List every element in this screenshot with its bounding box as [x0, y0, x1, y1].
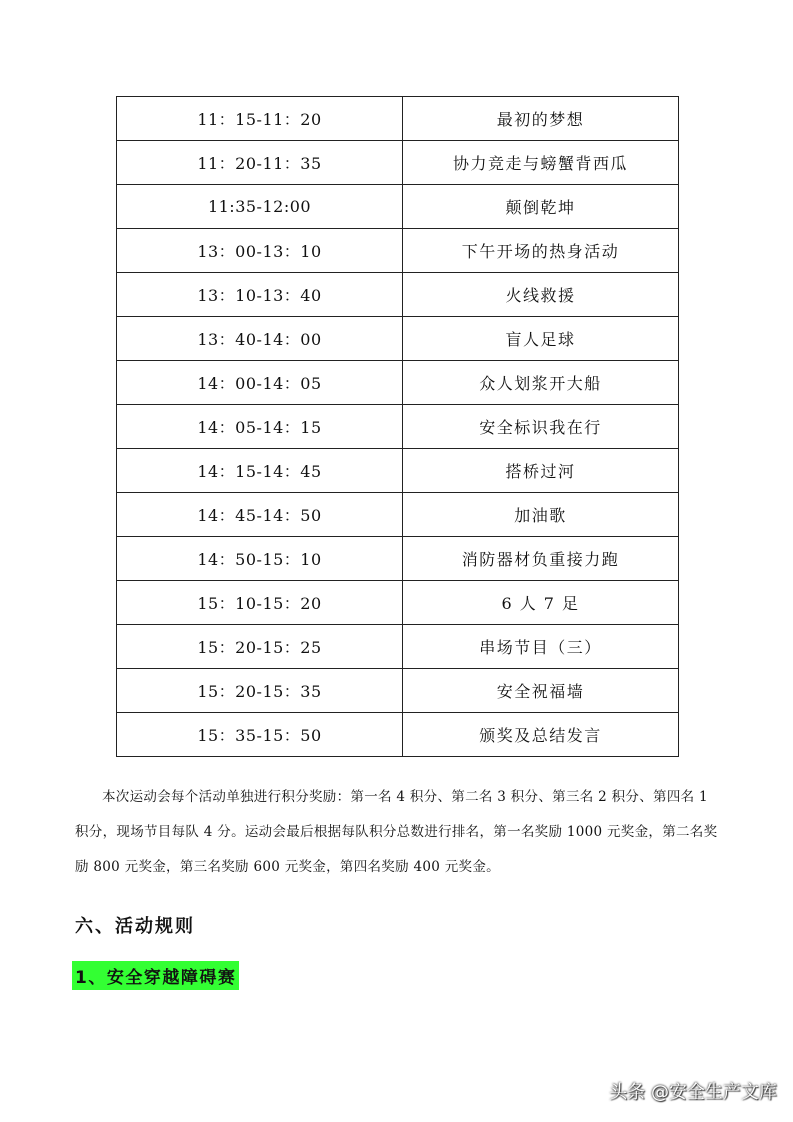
time-cell: 15：20-15：25: [117, 625, 403, 669]
time-cell: 11:35-12:00: [117, 185, 403, 229]
time-cell: 14：45-14：50: [117, 493, 403, 537]
table-row: [117, 317, 679, 361]
time-cell: 11：15-11：20: [117, 97, 403, 141]
table-row: [117, 361, 679, 405]
time-cell: 13：10-13：40: [117, 273, 403, 317]
schedule-table: [116, 96, 679, 757]
activity-cell: 火线救援: [403, 273, 679, 317]
reward-paragraph: [75, 780, 725, 885]
activity-cell: 下午开场的热身活动: [403, 229, 679, 273]
table-row: [117, 669, 679, 713]
time-cell: 14：00-14：05: [117, 361, 403, 405]
activity-cell: 安全祝福墙: [403, 669, 679, 713]
schedule-table-body: [117, 97, 679, 757]
table-row: [117, 537, 679, 581]
time-cell: 14：50-15：10: [117, 537, 403, 581]
watermark: 头条 @安全生产文库: [609, 1082, 777, 1103]
table-row: [117, 273, 679, 317]
table-row: [117, 141, 679, 185]
activity-cell: 加油歌: [403, 493, 679, 537]
activity-cell: 安全标识我在行: [403, 405, 679, 449]
table-row: [117, 185, 679, 229]
activity-cell: 众人划浆开大船: [403, 361, 679, 405]
sub-heading-highlighted: 1、安全穿越障碍赛: [72, 961, 239, 990]
activity-cell: 颠倒乾坤: [403, 185, 679, 229]
table-row: [117, 713, 679, 757]
table-row: [117, 405, 679, 449]
activity-cell: 串场节目（三）: [403, 625, 679, 669]
table-row: [117, 229, 679, 273]
activity-cell: 盲人足球: [403, 317, 679, 361]
time-cell: 13：40-14：00: [117, 317, 403, 361]
activity-cell: 消防器材负重接力跑: [403, 537, 679, 581]
activity-cell: 6 人 7 足: [403, 581, 679, 625]
table-row: [117, 449, 679, 493]
time-cell: 11：20-11：35: [117, 141, 403, 185]
table-row: [117, 625, 679, 669]
table-row: [117, 97, 679, 141]
time-cell: 15：35-15：50: [117, 713, 403, 757]
time-cell: 15：20-15：35: [117, 669, 403, 713]
reward-paragraph-text: 本次运动会每个活动单独进行积分奖励：第一名 4 积分、第二名 3 积分、第三名 2 积分、第四名 1 积分，现场节目每队 4 分。运动会最后根据每队积分总数进行排名，第一名奖励 1000 元奖金，第二名奖励 800 元奖金，第三名奖励 600 元奖金，第四名奖励 400 元奖金。: [75, 789, 718, 875]
time-cell: 15：10-15：20: [117, 581, 403, 625]
time-cell: 14：15-14：45: [117, 449, 403, 493]
time-cell: 14：05-14：15: [117, 405, 403, 449]
activity-cell: 最初的梦想: [403, 97, 679, 141]
section-heading: 六、活动规则: [75, 916, 195, 937]
table-row: [117, 493, 679, 537]
activity-cell: 颁奖及总结发言: [403, 713, 679, 757]
activity-cell: 协力竞走与螃蟹背西瓜: [403, 141, 679, 185]
table-row: [117, 581, 679, 625]
activity-cell: 搭桥过河: [403, 449, 679, 493]
time-cell: 13：00-13：10: [117, 229, 403, 273]
